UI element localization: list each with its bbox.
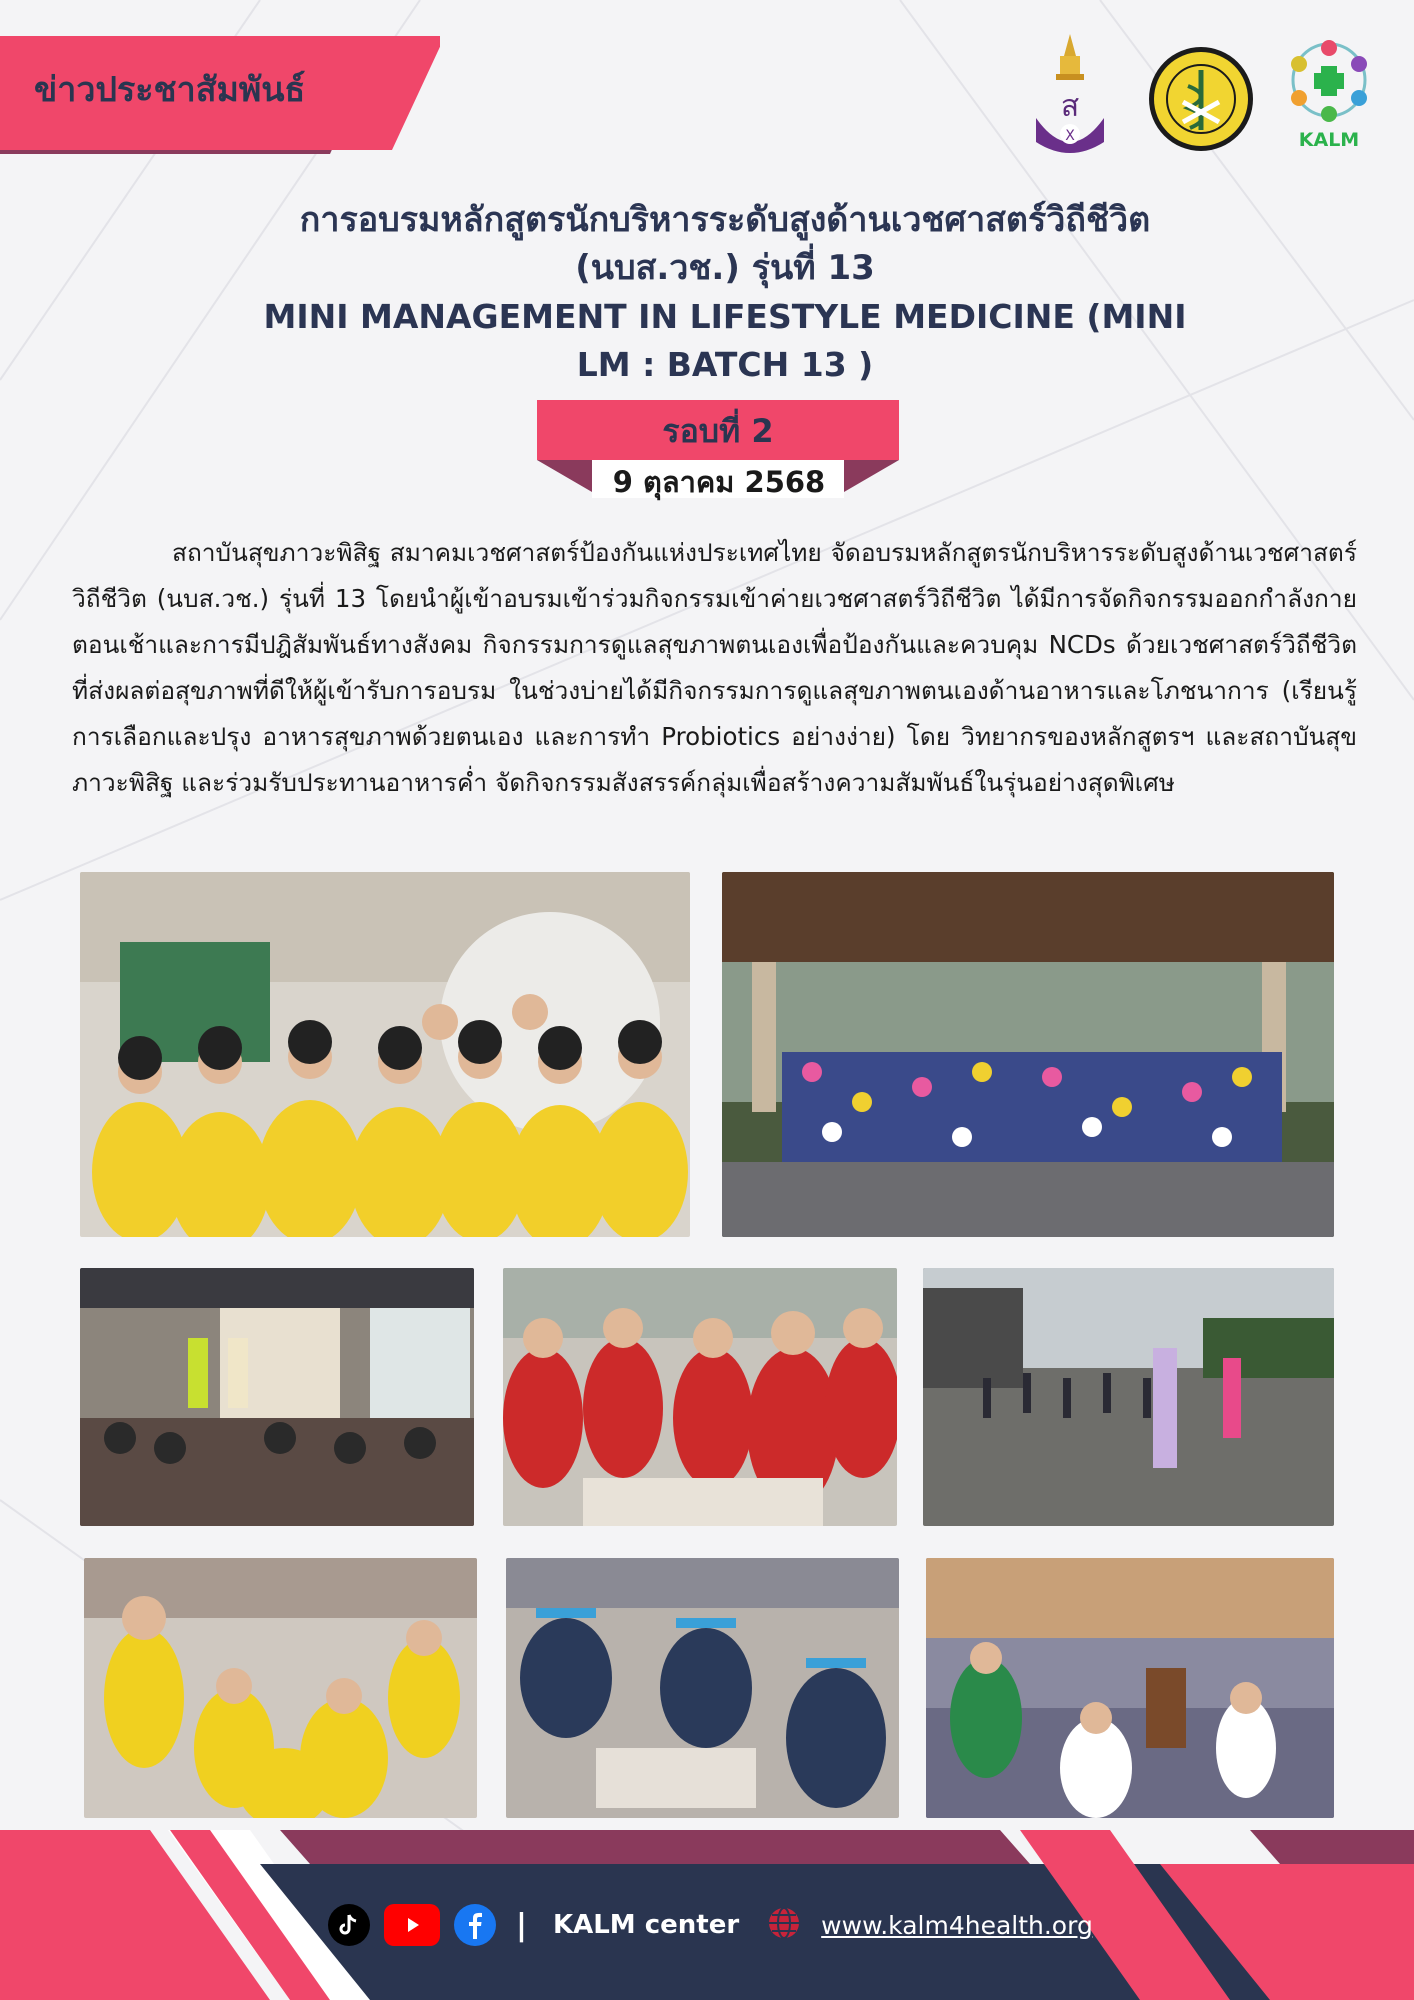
round-label: รอบที่ 2 [662,412,774,450]
institute-seal-logo [1030,34,1110,160]
photo-workshop-blue-headbands [506,1558,899,1818]
title-thai-line-1: การอบรมหลักสูตรนักบริหารระดับสูงด้านเวชศาสตร์วิถีชีวิต [299,200,1151,240]
news-paragraph: สถาบันสุขภาวะพิสิฐ สมาคมเวชศาสตร์ป้องกันแห่งประเทศไทย จัดอบรมหลักสูตรนักบริหารระดับสูงด้านเวชศาสตร์วิถีชีวิต (นบส.วช.) รุ่นที่ 13 โดยนำผู้เข้าอบรมเข้าร่วมกิจกรรมเข้าค่ายเวชศาสตร์วิถีชีวิต ได้มีการจัดกิจกรรมออกกำลังกายตอนเช้าและการมีปฎิสัมพันธ์ทางสังคม กิจกรรมการดูแลสุขภาพตนเองเพื่อป้องกันและควบคุม NCDs ด้วยเวชศาสตร์วิถีชีวิต ที่ส่งผลต่อสุขภาพที่ดีให้ผู้เข้ารับการอบรม ในช่วงบ่ายได้มีกิจกรรมการดูแลสุขภาพตนเองด้านอาหารและโภชนาการ (เรียนรู้การเลือกและปรุง อาหารสุขภาพด้วยตนเอง และการทำ Probiotics อย่างง่าย) โดย วิทยากรของหลักสูตรฯ และสถาบันสุขภาวะพิสิฐ และร่วมรับประทานอาหารค่ำ จัดกิจกรรมสังสรรค์กลุ่มเพื่อสร้างความสัมพันธ์ในรุ่นอย่างสุดพิเศษ [72,538,1357,797]
press-release-label: ข่าวประชาสัมพันธ์ [34,70,306,110]
title-thai-line-2: (นบส.วช.) รุ่นที่ 13 [575,248,875,288]
photo-morning-exercise [923,1268,1334,1526]
svg-text:ส: ส [1060,89,1080,124]
footer-separator: | [516,1907,527,1943]
website-link[interactable]: www.kalm4health.org [821,1910,1093,1940]
photo-workshop-yellow-shirts [84,1558,477,1818]
photo-evening-dance [926,1558,1334,1818]
page-title [180,196,1270,388]
kalm-logo-text: KALM [1298,129,1360,150]
title-english-line-1: MINI MANAGEMENT IN LIFESTYLE MEDICINE (MINI [263,297,1187,336]
center-name: KALM center [552,1910,740,1940]
association-seal-logo [1148,46,1254,152]
photo-indoor-lecture [80,1268,474,1526]
kalm-logo [1284,40,1374,150]
event-date: 9 ตุลาคม 2568 [612,465,826,499]
facebook-icon[interactable] [454,1904,496,1946]
photo-outdoor-group-pavilion [722,872,1334,1237]
globe-icon [767,1906,801,1944]
tiktok-icon[interactable] [328,1904,370,1946]
footer-contact-row [328,1900,1093,1950]
svg-text:X: X [1065,128,1075,144]
title-english-line-2: LM : BATCH 13 ) [576,345,874,384]
youtube-icon[interactable] [384,1904,440,1946]
photo-group-yellow-shirts [80,872,690,1237]
photo-food-preparation [503,1268,897,1526]
